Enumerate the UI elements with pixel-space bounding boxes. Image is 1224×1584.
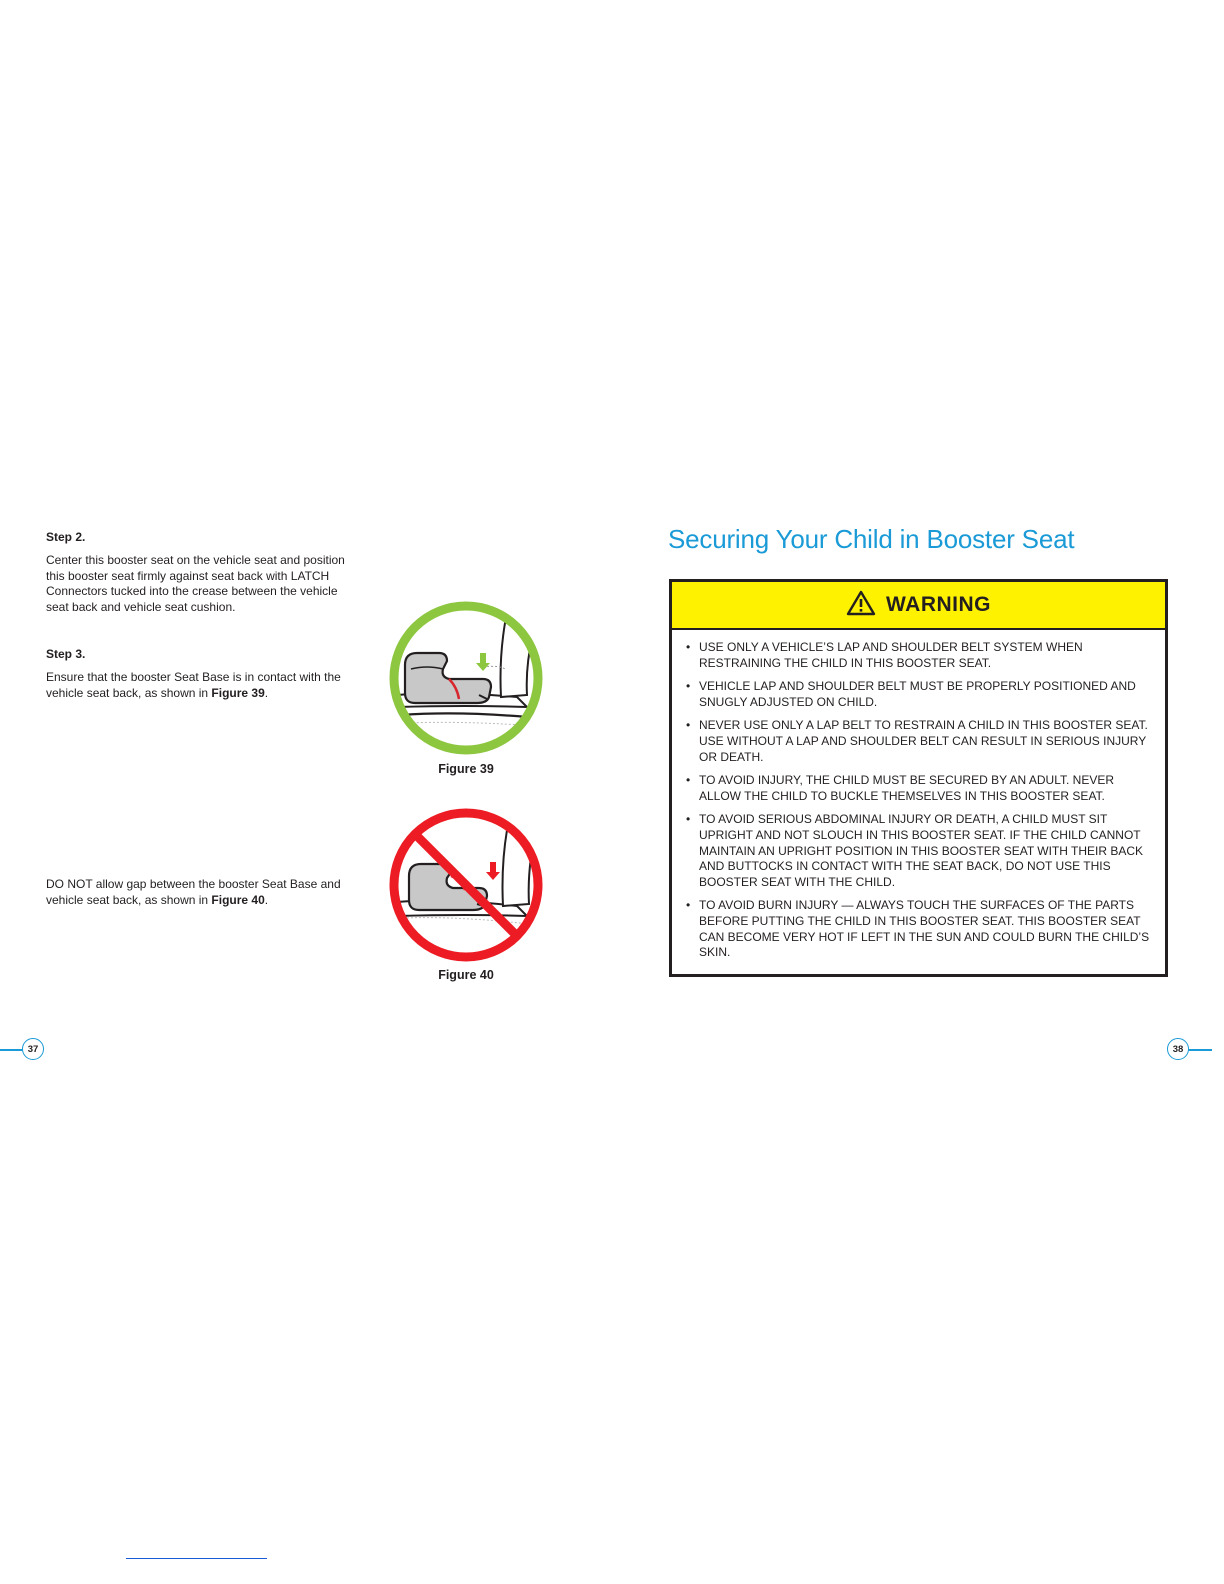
step3-text: Ensure that the booster Seat Base is in contact with the vehicle seat back, as shown in Figure 39. — [46, 670, 341, 700]
figure-40-reference: Figure 40 — [211, 892, 265, 907]
page-number-38: 38 — [1167, 1038, 1189, 1060]
step3-title: Step 3. — [46, 647, 86, 661]
warning-item: • VEHICLE LAP AND SHOULDER BELT MUST BE PROPERLY POSITIONED AND SNUGLY ADJUSTED ON CHILD. — [684, 679, 1155, 710]
step2-text: Center this booster seat on the vehicle seat and position this booster seat firmly against seat back with LATCH Connectors tucked into the crease between the vehicle seat back and vehicle seat cushion. — [46, 553, 345, 614]
warning-list — [672, 630, 1165, 961]
figure-39-reference: Figure 39 — [211, 685, 265, 700]
bottom-divider-line — [126, 1558, 267, 1559]
warning-label: WARNING — [886, 593, 991, 616]
page-number-37-line — [0, 1049, 24, 1051]
figure-39-illustration — [387, 599, 545, 757]
warning-item: • TO AVOID SERIOUS ABDOMINAL INJURY OR DEATH, A CHILD MUST SIT UPRIGHT AND NOT SLOUCH IN THIS BOOSTER SEAT. IF THE CHILD CANNOT MAINTAIN AN UPRIGHT POSITION IN THIS BOOSTER SEAT WITH THEIR BACK AND BUTTOCKS IN CONTACT WITH THE SEAT BACK, DO NOT USE THIS BOOSTER SEAT WITH THE CHILD. — [684, 812, 1155, 890]
warning-item: • TO AVOID INJURY, THE CHILD MUST BE SECURED BY AN ADULT. NEVER ALLOW THE CHILD TO BUCKLE THEMSELVES IN THIS BOOSTER SEAT. — [684, 773, 1155, 804]
page-number-38-line — [1188, 1049, 1212, 1051]
warning-item: • TO AVOID BURN INJURY — ALWAYS TOUCH THE SURFACES OF THE PARTS BEFORE PUTTING THE CHILD IN THIS BOOSTER SEAT. THIS BOOSTER SEAT CAN BECOME VERY HOT IF LEFT IN THE SUN AND COULD BURN THE CHILD’S SKIN. — [684, 898, 1155, 960]
step2-title: Step 2. — [46, 530, 86, 544]
figure-39-caption: Figure 39 — [438, 762, 494, 776]
do-not-text: DO NOT allow gap between the booster Seat Base and vehicle seat back, as shown in Figure 40. — [46, 877, 341, 907]
figure-40-illustration — [387, 806, 545, 964]
figure-40-caption: Figure 40 — [438, 968, 494, 982]
warning-header — [672, 582, 1165, 630]
section-title: Securing Your Child in Booster Seat — [668, 524, 1075, 554]
green-arrow-stem — [480, 653, 486, 663]
warning-item: • NEVER USE ONLY A LAP BELT TO RESTRAIN A CHILD IN THIS BOOSTER SEAT. USE WITHOUT A LAP AND SHOULDER BELT CAN RESULT IN SERIOUS INJURY OR DEATH. — [684, 718, 1155, 765]
warning-box — [669, 579, 1168, 977]
red-arrow-stem — [490, 862, 496, 872]
warning-triangle-icon — [846, 590, 876, 621]
warning-item: • USE ONLY A VEHICLE’S LAP AND SHOULDER BELT SYSTEM WHEN RESTRAINING THE CHILD IN THIS BOOSTER SEAT. — [684, 640, 1155, 671]
page-number-37: 37 — [22, 1038, 44, 1060]
